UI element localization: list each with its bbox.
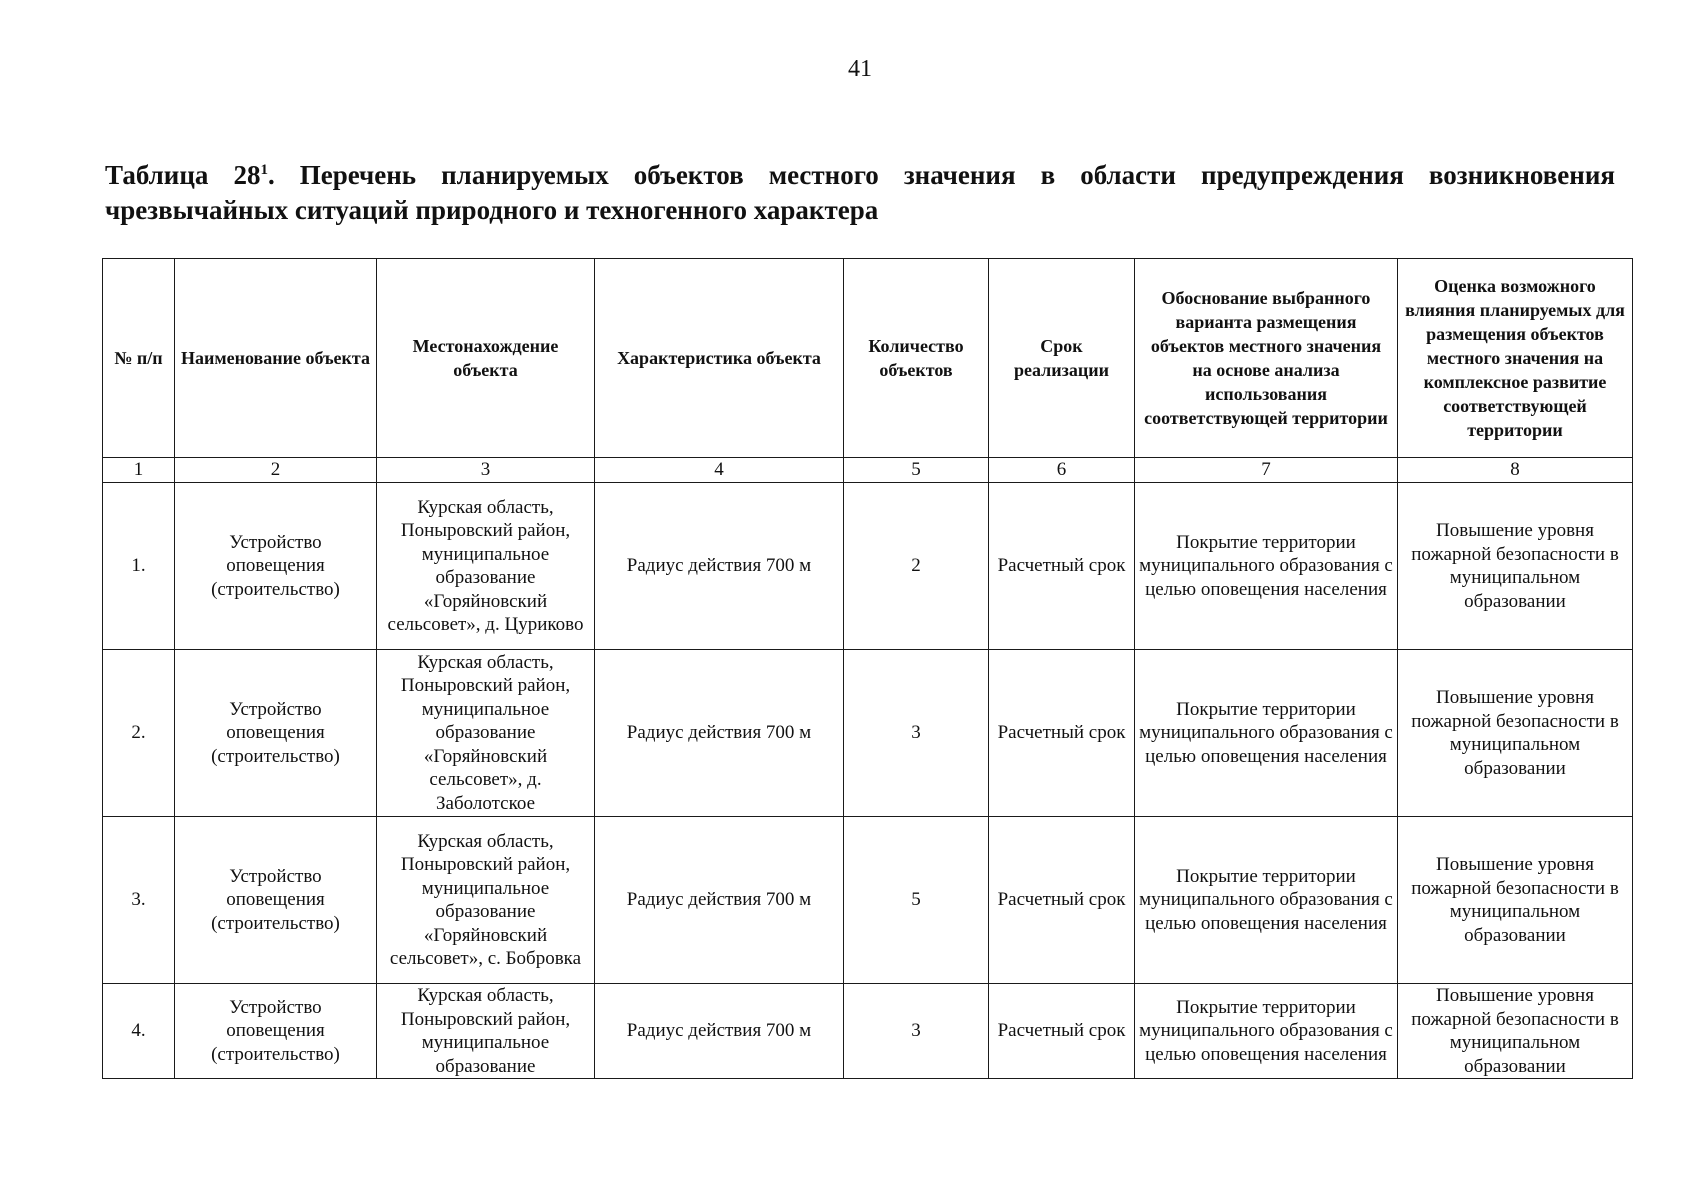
header-cell: Местонахождение объекта <box>377 259 595 458</box>
column-number: 4 <box>595 458 844 483</box>
header-cell: Характеристика объекта <box>595 259 844 458</box>
implementation-term: Расчетный срок <box>989 483 1135 650</box>
column-number-row <box>103 458 1633 483</box>
object-characteristic: Радиус действия 700 м <box>595 650 844 817</box>
implementation-term: Расчетный срок <box>989 984 1135 1079</box>
column-number: 1 <box>103 458 175 483</box>
justification: Покрытие территории муниципального образования с целью оповещения населения <box>1135 817 1398 984</box>
header-cell: № п/п <box>103 259 175 458</box>
row-number: 1. <box>103 483 175 650</box>
object-location: Курская область, Поныровский район, муниципальное образование «Горяйновский сельсовет», д. Заболотское <box>377 650 595 817</box>
column-number: 7 <box>1135 458 1398 483</box>
implementation-term: Расчетный срок <box>989 650 1135 817</box>
impact-assessment: Повышение уровня пожарной безопасности в муниципальном образовании <box>1398 984 1633 1079</box>
justification: Покрытие территории муниципального образования с целью оповещения населения <box>1135 483 1398 650</box>
table-row <box>103 984 1633 1079</box>
object-quantity: 3 <box>844 650 989 817</box>
object-quantity: 3 <box>844 984 989 1079</box>
impact-assessment: Повышение уровня пожарной безопасности в муниципальном образовании <box>1398 650 1633 817</box>
caption-text: . Перечень планируемых объектов местного значения в области предупреждения возникновения чрезвычайных ситуаций природного и техногенного характера <box>105 160 1615 225</box>
object-characteristic: Радиус действия 700 м <box>595 483 844 650</box>
object-quantity: 2 <box>844 483 989 650</box>
object-name: Устройство оповещения (строительство) <box>175 483 377 650</box>
object-characteristic: Радиус действия 700 м <box>595 984 844 1079</box>
caption-prefix: Таблица 28 <box>105 160 261 190</box>
column-number: 6 <box>989 458 1135 483</box>
table-caption <box>105 158 1615 228</box>
column-number: 8 <box>1398 458 1633 483</box>
column-number: 2 <box>175 458 377 483</box>
object-location: Курская область, Поныровский район, муниципальное образование «Горяйновский сельсовет», с. Бобровка <box>377 817 595 984</box>
caption-superscript: 1 <box>260 162 268 178</box>
object-name: Устройство оповещения (строительство) <box>175 984 377 1079</box>
header-cell: Количество объектов <box>844 259 989 458</box>
objects-table <box>102 258 1633 1079</box>
table-row <box>103 817 1633 984</box>
impact-assessment: Повышение уровня пожарной безопасности в муниципальном образовании <box>1398 483 1633 650</box>
header-row <box>103 259 1633 458</box>
object-name: Устройство оповещения (строительство) <box>175 650 377 817</box>
row-number: 2. <box>103 650 175 817</box>
column-number: 5 <box>844 458 989 483</box>
table-row <box>103 483 1633 650</box>
header-cell: Срок реализации <box>989 259 1135 458</box>
object-location: Курская область, Поныровский район, муниципальное образование «Горяйновский сельсовет», д. Цуриково <box>377 483 595 650</box>
object-name: Устройство оповещения (строительство) <box>175 817 377 984</box>
object-characteristic: Радиус действия 700 м <box>595 817 844 984</box>
object-quantity: 5 <box>844 817 989 984</box>
implementation-term: Расчетный срок <box>989 817 1135 984</box>
row-number: 4. <box>103 984 175 1079</box>
table-row <box>103 650 1633 817</box>
column-number: 3 <box>377 458 595 483</box>
justification: Покрытие территории муниципального образования с целью оповещения населения <box>1135 984 1398 1079</box>
page-number: 41 <box>848 56 872 82</box>
header-cell: Оценка возможного влияния планируемых для размещения объектов местного значения на комплексное развитие соответствующей территории <box>1398 259 1633 458</box>
object-location: Курская область, Поныровский район, муниципальное образование <box>377 984 595 1079</box>
header-cell: Наименование объекта <box>175 259 377 458</box>
impact-assessment: Повышение уровня пожарной безопасности в муниципальном образовании <box>1398 817 1633 984</box>
justification: Покрытие территории муниципального образования с целью оповещения населения <box>1135 650 1398 817</box>
header-cell: Обоснование выбранного варианта размещения объектов местного значения на основе анализа использования соответствующей территории <box>1135 259 1398 458</box>
row-number: 3. <box>103 817 175 984</box>
